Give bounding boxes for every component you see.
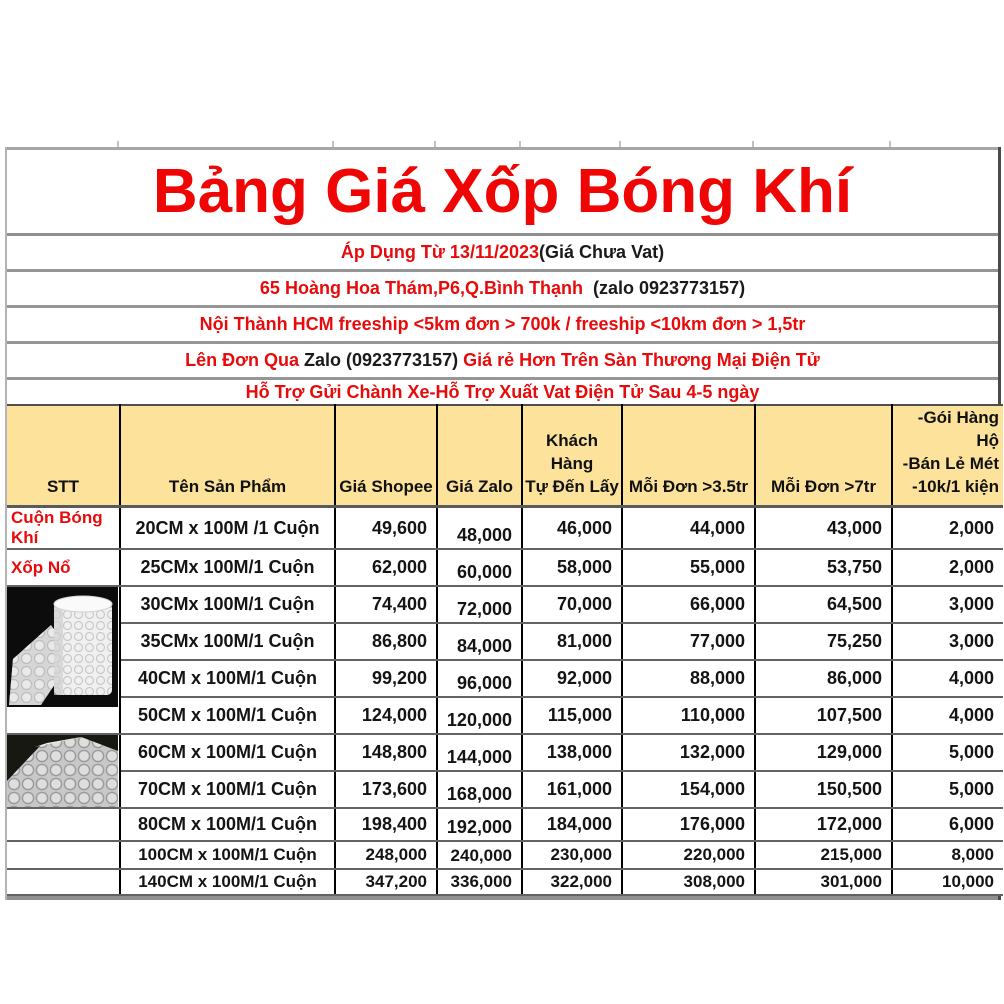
product-cell: 80CM x 100M/1 Cuộn bbox=[120, 808, 335, 841]
page-title: Bảng Giá Xốp Bóng Khí bbox=[152, 157, 853, 226]
extra-fee-cell: 4,000 bbox=[892, 660, 1003, 697]
header-product: Tên Sản Phẩm bbox=[120, 405, 335, 507]
product-cell: 35CMx 100M/1 Cuộn bbox=[120, 623, 335, 660]
pickup-price-cell: 70,000 bbox=[522, 586, 622, 623]
header-extra-line3: -10k/1 kiện bbox=[912, 477, 999, 496]
extra-fee-cell: 8,000 bbox=[892, 841, 1003, 869]
product-cell: 50CM x 100M/1 Cuộn bbox=[120, 697, 335, 734]
product-cell: 20CM x 100M /1 Cuộn bbox=[120, 507, 335, 550]
over7-price-cell: 107,500 bbox=[755, 697, 892, 734]
over7-price-cell: 215,000 bbox=[755, 841, 892, 869]
table-row bbox=[7, 660, 1003, 697]
empty-stt-cell bbox=[7, 869, 120, 895]
zalo-phone-text: (zalo 0923773157) bbox=[582, 278, 746, 298]
cheaper-note-text: Giá rẻ Hơn Trên Sàn Thương Mại Điện Tử bbox=[458, 350, 820, 370]
over7-price-cell: 64,500 bbox=[755, 586, 892, 623]
shopee-price-cell: 148,800 bbox=[335, 734, 437, 771]
product-cell: 25CMx 100M/1 Cuộn bbox=[120, 549, 335, 586]
over35-price-cell: 154,000 bbox=[622, 771, 755, 808]
header-extra-services bbox=[892, 405, 1003, 507]
header-stt: STT bbox=[7, 405, 120, 507]
table-row bbox=[7, 697, 1003, 734]
pickup-price-cell: 58,000 bbox=[522, 549, 622, 586]
extra-fee-cell: 2,000 bbox=[892, 507, 1003, 550]
vat-note-text: (Giá Chưa Vat) bbox=[539, 242, 665, 262]
header-extra-line1: -Gói Hàng Hộ bbox=[917, 408, 999, 450]
shopee-price-cell: 49,600 bbox=[335, 507, 437, 550]
pickup-price-cell: 138,000 bbox=[522, 734, 622, 771]
extra-fee-cell: 4,000 bbox=[892, 697, 1003, 734]
over35-price-cell: 176,000 bbox=[622, 808, 755, 841]
shopee-price-cell: 62,000 bbox=[335, 549, 437, 586]
apply-date-text: Áp Dụng Từ 13/11/2023 bbox=[340, 242, 540, 262]
extra-fee-cell: 10,000 bbox=[892, 869, 1003, 895]
over7-price-cell: 86,000 bbox=[755, 660, 892, 697]
extra-fee-cell: 3,000 bbox=[892, 623, 1003, 660]
sheet-title-row bbox=[7, 147, 998, 236]
shopee-price-cell: 173,600 bbox=[335, 771, 437, 808]
banner-line-support bbox=[7, 380, 998, 404]
table-row bbox=[7, 623, 1003, 660]
zalo-number-text: Zalo (0923773157) bbox=[303, 350, 459, 370]
zalo-price-cell: 120,000 bbox=[437, 697, 522, 734]
over7-price-cell: 172,000 bbox=[755, 808, 892, 841]
over35-price-cell: 77,000 bbox=[622, 623, 755, 660]
shopee-price-cell: 74,400 bbox=[335, 586, 437, 623]
support-text: Hỗ Trợ Gửi Chành Xe-Hỗ Trợ Xuất Vat Điện Tử Sau 4-5 ngày bbox=[245, 381, 760, 402]
bubble-wrap-sheet-photo bbox=[7, 734, 120, 808]
over35-price-cell: 66,000 bbox=[622, 586, 755, 623]
zalo-price-cell: 144,000 bbox=[437, 734, 522, 771]
header-over-3-5tr: Mỗi Đơn >3.5tr bbox=[622, 405, 755, 507]
header-row bbox=[7, 405, 1003, 507]
pickup-price-cell: 230,000 bbox=[522, 841, 622, 869]
extra-fee-cell: 5,000 bbox=[892, 771, 1003, 808]
pickup-price-cell: 81,000 bbox=[522, 623, 622, 660]
header-pickup-price bbox=[522, 405, 622, 507]
header-over-7tr: Mỗi Đơn >7tr bbox=[755, 405, 892, 507]
zalo-price-cell: 60,000 bbox=[437, 549, 522, 586]
over35-price-cell: 110,000 bbox=[622, 697, 755, 734]
table-row bbox=[7, 549, 1003, 586]
over35-price-cell: 55,000 bbox=[622, 549, 755, 586]
extra-fee-cell: 6,000 bbox=[892, 808, 1003, 841]
table-row bbox=[7, 771, 1003, 808]
bubble-wrap-roll-photo bbox=[7, 586, 120, 734]
table-row bbox=[7, 507, 1003, 550]
product-cell: 140CM x 100M/1 Cuộn bbox=[120, 869, 335, 895]
banner-line-order-zalo bbox=[7, 344, 998, 380]
zalo-price-cell: 168,000 bbox=[437, 771, 522, 808]
zalo-price-cell: 96,000 bbox=[437, 660, 522, 697]
pickup-price-cell: 161,000 bbox=[522, 771, 622, 808]
table-row bbox=[7, 734, 1003, 771]
banner-line-freeship bbox=[7, 308, 998, 344]
zalo-price-cell: 72,000 bbox=[437, 586, 522, 623]
sheet-bottom-border bbox=[7, 896, 998, 900]
over7-price-cell: 301,000 bbox=[755, 869, 892, 895]
pickup-price-cell: 46,000 bbox=[522, 507, 622, 550]
pickup-price-cell: 184,000 bbox=[522, 808, 622, 841]
over7-price-cell: 150,500 bbox=[755, 771, 892, 808]
zalo-price-cell: 336,000 bbox=[437, 869, 522, 895]
product-cell: 100CM x 100M/1 Cuộn bbox=[120, 841, 335, 869]
table-row bbox=[7, 869, 1003, 895]
address-text: 65 Hoàng Hoa Thám,P6,Q.Bình Thạnh bbox=[259, 278, 583, 298]
over35-price-cell: 308,000 bbox=[622, 869, 755, 895]
product-cell: 40CM x 100M/1 Cuộn bbox=[120, 660, 335, 697]
freeship-text: Nội Thành HCM freeship <5km đơn > 700k / freeship <10km đơn > 1,5tr bbox=[199, 314, 806, 334]
zalo-price-cell: 84,000 bbox=[437, 623, 522, 660]
over7-price-cell: 129,000 bbox=[755, 734, 892, 771]
pickup-price-cell: 115,000 bbox=[522, 697, 622, 734]
over7-price-cell: 75,250 bbox=[755, 623, 892, 660]
product-cell: 70CM x 100M/1 Cuộn bbox=[120, 771, 335, 808]
over35-price-cell: 44,000 bbox=[622, 507, 755, 550]
over35-price-cell: 88,000 bbox=[622, 660, 755, 697]
price-sheet bbox=[5, 147, 1001, 900]
zalo-price-cell: 192,000 bbox=[437, 808, 522, 841]
category-label-cell: Cuộn Bóng Khí bbox=[7, 507, 120, 550]
pickup-price-cell: 322,000 bbox=[522, 869, 622, 895]
header-zalo-price: Giá Zalo bbox=[437, 405, 522, 507]
header-pickup-line2: Tự Đến Lấy bbox=[525, 477, 619, 496]
zalo-price-cell: 240,000 bbox=[437, 841, 522, 869]
shopee-price-cell: 198,400 bbox=[335, 808, 437, 841]
empty-stt-cell bbox=[7, 841, 120, 869]
shopee-price-cell: 124,000 bbox=[335, 697, 437, 734]
table-row bbox=[7, 586, 1003, 623]
extra-fee-cell: 5,000 bbox=[892, 734, 1003, 771]
over35-price-cell: 220,000 bbox=[622, 841, 755, 869]
table-row bbox=[7, 841, 1003, 869]
price-table bbox=[7, 404, 1003, 896]
header-pickup-line1: Khách Hàng bbox=[546, 431, 598, 473]
shopee-price-cell: 99,200 bbox=[335, 660, 437, 697]
zalo-price-cell: 48,000 bbox=[437, 507, 522, 550]
banner-line-apply-date bbox=[7, 236, 998, 272]
extra-fee-cell: 3,000 bbox=[892, 586, 1003, 623]
empty-stt-cell bbox=[7, 808, 120, 841]
banner-line-address bbox=[7, 272, 998, 308]
table-row bbox=[7, 808, 1003, 841]
product-cell: 60CM x 100M/1 Cuộn bbox=[120, 734, 335, 771]
header-extra-line2: -Bán Lẻ Mét bbox=[902, 454, 999, 473]
over7-price-cell: 53,750 bbox=[755, 549, 892, 586]
shopee-price-cell: 347,200 bbox=[335, 869, 437, 895]
product-cell: 30CMx 100M/1 Cuộn bbox=[120, 586, 335, 623]
header-shopee-price: Giá Shopee bbox=[335, 405, 437, 507]
pickup-price-cell: 92,000 bbox=[522, 660, 622, 697]
shopee-price-cell: 248,000 bbox=[335, 841, 437, 869]
order-via-text: Lên Đơn Qua bbox=[185, 350, 304, 370]
over35-price-cell: 132,000 bbox=[622, 734, 755, 771]
shopee-price-cell: 86,800 bbox=[335, 623, 437, 660]
category-label-cell: Xốp Nổ bbox=[7, 549, 120, 586]
extra-fee-cell: 2,000 bbox=[892, 549, 1003, 586]
over7-price-cell: 43,000 bbox=[755, 507, 892, 550]
